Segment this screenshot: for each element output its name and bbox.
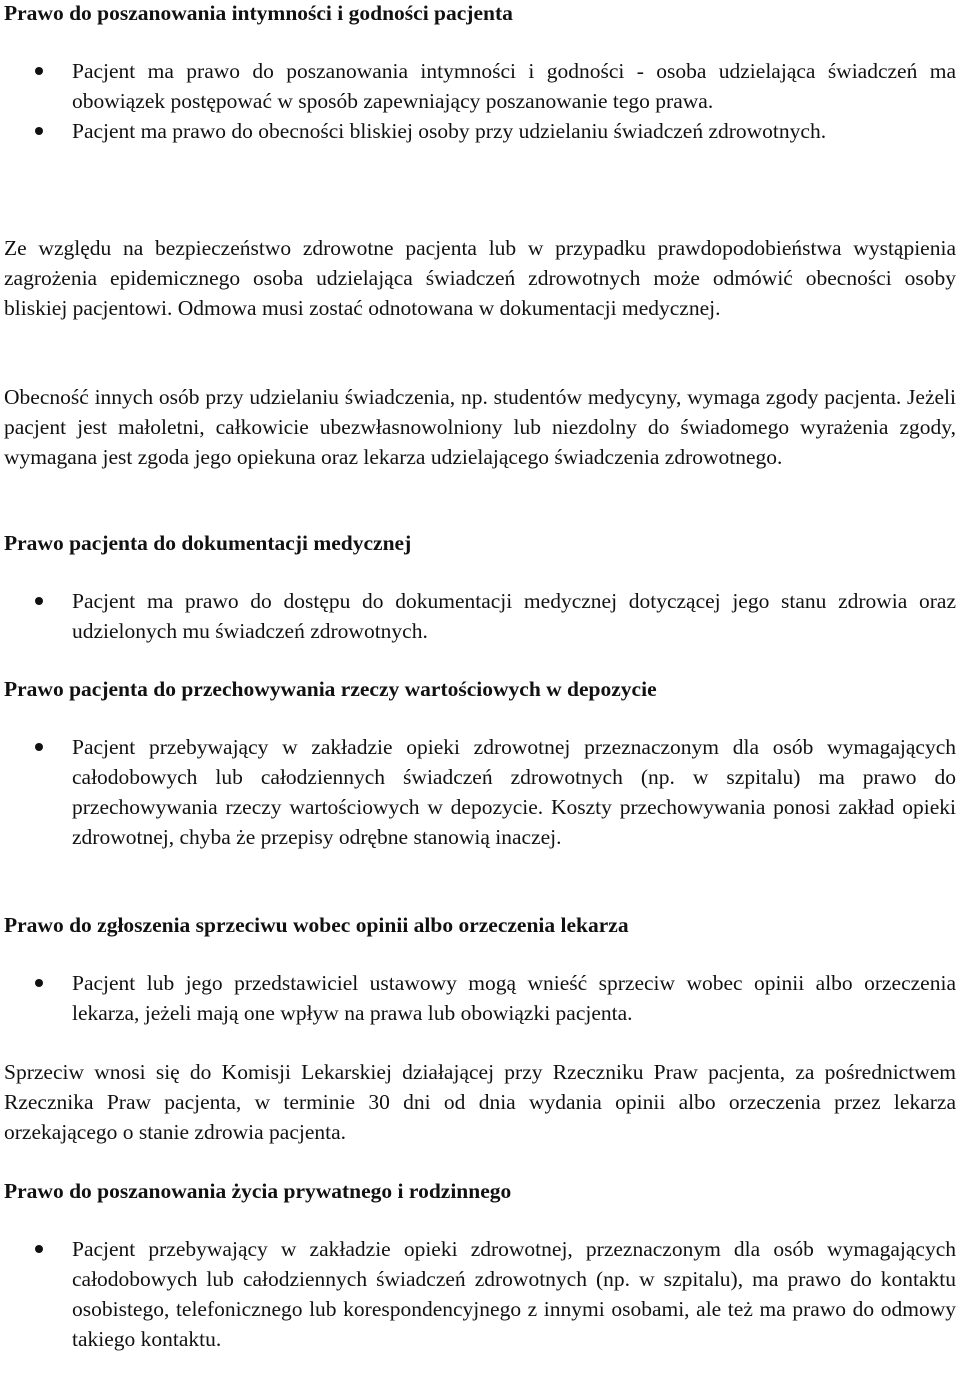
paragraph: Sprzeciw wnosi się do Komisji Lekarskiej działającej przy Rzeczniku Praw pacjenta, za pośrednictwem Rzecznika Praw pacjenta, w terminie 30 dni od dnia wydania opinii albo orzeczenia przez lekarza orzekającego o stanie zdrowia pacjenta. [4,1060,956,1144]
bullet-list [0,1234,956,1354]
list-item-text: Pacjent ma prawo do poszanowania intymności i godności - osoba udzielająca świadczeń ma obowiązek postępować w sposób zapewniający poszanowanie tego prawa. [72,59,956,113]
list-item-text: Pacjent przebywający w zakładzie opieki zdrowotnej, przeznaczonym dla osób wymagających całodobowych lub całodziennych świadczeń zdrowotnych (np. w szpitalu), ma prawo do kontaktu osobistego, telefonicznego lub korespondencyjnego z innymi osobami, ale też ma prawo do odmowy takiego kontaktu. [72,1237,956,1351]
list-item [72,1234,956,1354]
paragraph: Ze względu na bezpieczeństwo zdrowotne pacjenta lub w przypadku prawdopodobieństwa wystąpienia zagrożenia epidemicznego osoba udzielająca świadczeń zdrowotnych może odmówić obecności osoby bliskiej pacjentowi. Odmowa musi zostać odnotowana w dokumentacji medycznej. [4,236,956,320]
list-item [72,732,956,852]
bullet-list [0,56,956,146]
bullet-list [0,732,956,852]
bullet-icon [35,743,43,751]
bullet-icon [35,1245,43,1253]
bullet-list [0,968,956,1028]
bullet-icon [35,597,43,605]
bullet-list [0,586,956,646]
section-heading: Prawo pacjenta do przechowywania rzeczy wartościowych w depozycie [4,677,657,701]
list-item [72,586,956,646]
paragraph: Obecność innych osób przy udzielaniu świadczenia, np. studentów medycyny, wymaga zgody pacjenta. Jeżeli pacjent jest małoletni, całkowicie ubezwłasnowolniony lub niezdolny do świadomego wyrażenia zgody, wymagana jest zgoda jego opiekuna oraz lekarza udzielającego świadczenia zdrowotnego. [4,385,956,469]
list-item [72,968,956,1028]
bullet-icon [35,979,43,987]
section-heading: Prawo do zgłoszenia sprzeciwu wobec opinii albo orzeczenia lekarza [4,913,629,937]
section-heading: Prawo pacjenta do dokumentacji medycznej [4,531,412,555]
bullet-icon [35,67,43,75]
section-heading: Prawo do poszanowania intymności i godności pacjenta [4,1,513,25]
list-item-text: Pacjent ma prawo do dostępu do dokumentacji medycznej dotyczącej jego stanu zdrowia oraz udzielonych mu świadczeń zdrowotnych. [72,589,956,643]
section-heading: Prawo do poszanowania życia prywatnego i rodzinnego [4,1179,512,1203]
list-item-text: Pacjent przebywający w zakładzie opieki zdrowotnej przeznaczonym dla osób wymagających całodobowych lub całodziennych świadczeń zdrowotnych (np. w szpitalu) ma prawo do przechowywania rzeczy wartościowych w depozycie. Koszty przechowywania ponosi zakład opieki zdrowotnej, chyba że przepisy odrębne stanowią inaczej. [72,735,956,849]
list-item [72,56,956,116]
list-item [72,116,956,146]
list-item-text: Pacjent ma prawo do obecności bliskiej osoby przy udzielaniu świadczeń zdrowotnych. [72,119,827,143]
list-item-text: Pacjent lub jego przedstawiciel ustawowy mogą wnieść sprzeciw wobec opinii albo orzeczenia lekarza, jeżeli mają one wpływ na prawa lub obowiązki pacjenta. [72,971,956,1025]
bullet-icon [35,127,43,135]
